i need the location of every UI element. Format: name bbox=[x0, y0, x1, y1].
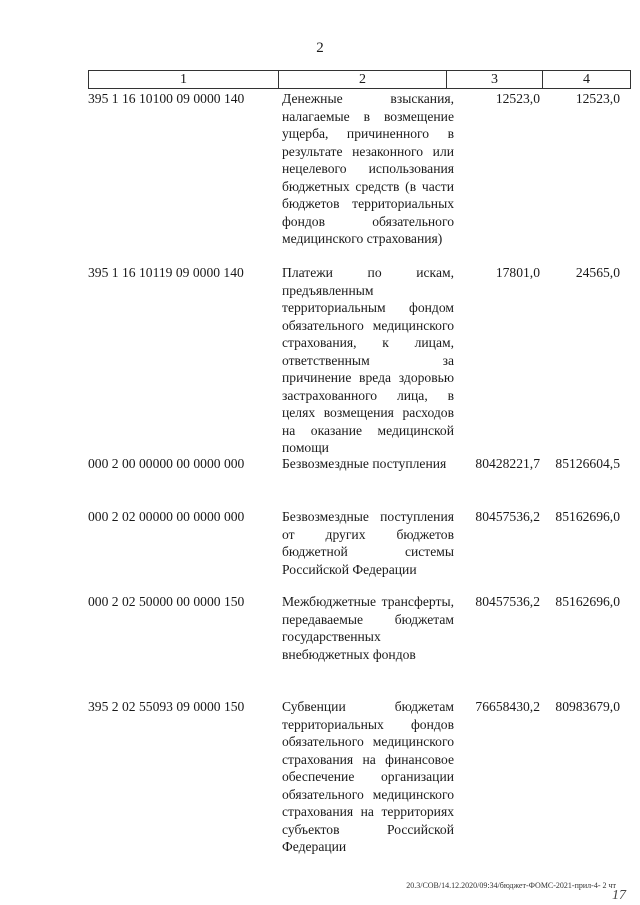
row-value-col4: 24565,0 bbox=[575, 265, 620, 280]
row-code: 395 1 16 10119 09 0000 140 bbox=[88, 265, 244, 280]
row-value-col3: 80457536,2 bbox=[475, 509, 540, 524]
header-col-2: 2 bbox=[279, 71, 447, 88]
row-code: 000 2 00 00000 00 0000 000 bbox=[88, 456, 245, 471]
row-description: Безвозмездные поступления от других бюджетов бюджетной системы Российской Федерации bbox=[282, 509, 454, 577]
header-col-3: 3 bbox=[447, 71, 543, 88]
row-value-col4: 12523,0 bbox=[575, 91, 620, 106]
header-col-4: 4 bbox=[583, 72, 590, 87]
row-value-col3: 80457536,2 bbox=[475, 594, 540, 609]
row-description: Платежи по искам, предъявленным территориальным фондом обязательного медицинского страхования, к лицам, ответственным за причинение вреда здоровью застрахованного лица, в целях возмещения расходов на оказание медицинской помощи bbox=[282, 265, 454, 455]
row-value-col4: 85126604,5 bbox=[555, 456, 620, 471]
table-header bbox=[88, 70, 631, 89]
row-value-col3: 17801,0 bbox=[495, 265, 540, 280]
row-value-col3: 12523,0 bbox=[495, 91, 540, 106]
document-reference: 20.3/СОВ/14.12.2020/09:34/бюджет-ФОМС-2021-прил-4- 2 чт bbox=[406, 881, 616, 890]
row-description: Субвенции бюджетам территориальных фондов обязательного медицинского страхования на финансовое обеспечение организации обязательного медицинского страхования на территориях субъектов Российской Федерации bbox=[282, 699, 454, 854]
row-value-col3: 76658430,2 bbox=[475, 699, 540, 714]
handwritten-page-mark: 17 bbox=[612, 888, 626, 903]
page-number: 2 bbox=[316, 40, 324, 56]
row-value-col4: 80983679,0 bbox=[555, 699, 620, 714]
row-code: 000 2 02 50000 00 0000 150 bbox=[88, 594, 245, 609]
row-code: 395 1 16 10100 09 0000 140 bbox=[88, 91, 245, 106]
row-value-col4: 85162696,0 bbox=[555, 594, 620, 609]
row-code: 000 2 02 00000 00 0000 000 bbox=[88, 509, 245, 524]
row-code: 395 2 02 55093 09 0000 150 bbox=[88, 699, 245, 714]
row-value-col3: 80428221,7 bbox=[475, 456, 540, 471]
row-description: Денежные взыскания, налагаемые в возмещение ущерба, причиненного в результате незаконного или нецелевого использования бюджетных средств (в части бюджетов территориальных фондов обязательного медицинского страхования) bbox=[282, 91, 454, 246]
row-description: Безвозмездные поступления bbox=[282, 456, 447, 471]
row-description: Межбюджетные трансферты, передаваемые бюджетам государственных внебюджетных фондов bbox=[282, 594, 454, 662]
header-col-1: 1 bbox=[89, 71, 279, 88]
row-value-col4: 85162696,0 bbox=[555, 509, 620, 524]
